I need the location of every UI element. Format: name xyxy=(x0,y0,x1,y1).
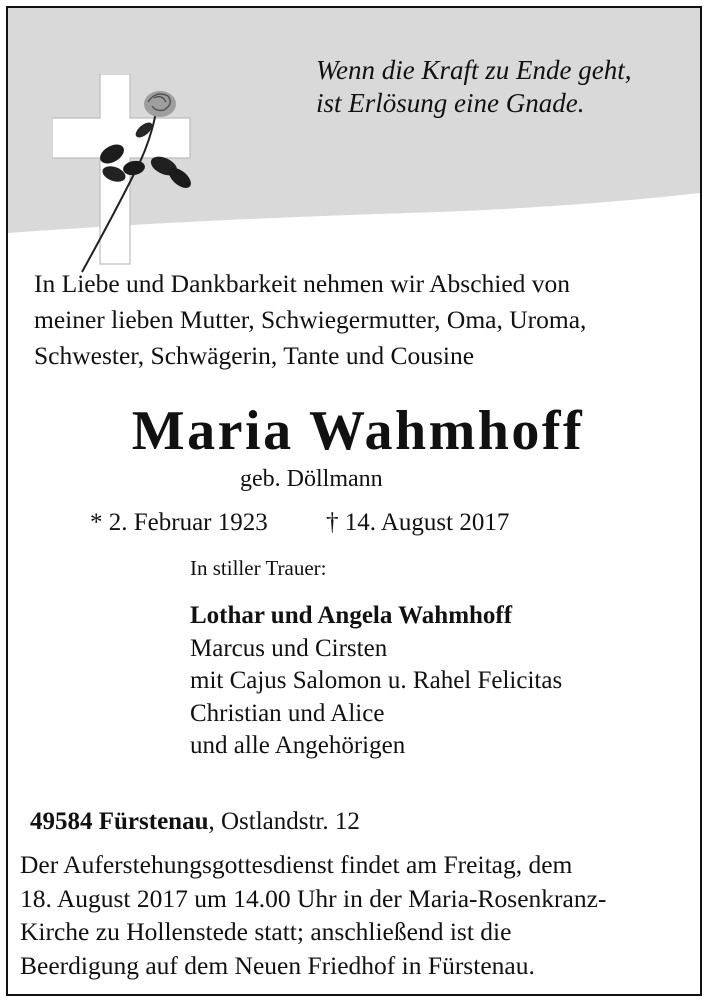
intro-text xyxy=(34,266,684,374)
cross-with-rose-icon xyxy=(52,74,212,274)
mourner-line: Christian und Alice xyxy=(190,699,385,727)
birth-date: * 2. Februar 1923 xyxy=(90,509,268,536)
mourner-line: mit Cajus Salomon u. Rahel Felicitas xyxy=(190,667,563,694)
address-street: , Ostlandstr. 12 xyxy=(208,808,360,835)
obituary-card xyxy=(6,6,702,996)
family-address xyxy=(30,805,360,839)
epigraph-quote xyxy=(316,54,696,120)
address-city: 49584 Fürstenau xyxy=(30,808,209,835)
mourner-line: Lothar und Angela Wahmhoff xyxy=(190,602,513,629)
funeral-service-info xyxy=(20,848,696,982)
intro-line-2: meiner lieben Mutter, Schwiegermutter, Oma, Uroma, xyxy=(34,305,587,334)
mourning-heading: In stiller Trauer: xyxy=(190,556,327,580)
service-line-3: Kirche zu Hollenstede statt; anschließend ist die xyxy=(20,917,512,946)
death-date: † 14. August 2017 xyxy=(326,509,510,536)
intro-line-3: Schwester, Schwägerin, Tante und Cousine xyxy=(34,341,475,370)
quote-line-1: Wenn die Kraft zu Ende geht, xyxy=(316,55,632,85)
quote-line-2: ist Erlösung eine Gnade. xyxy=(316,88,585,118)
mourners-list xyxy=(190,600,690,763)
service-line-4: Beerdigung auf dem Neuen Friedhof in Fürstenau. xyxy=(20,950,535,980)
deceased-name: Maria Wahmhoff xyxy=(131,400,585,462)
service-line-1: Der Auferstehungsgottesdienst findet am Freitag, dem xyxy=(20,850,573,879)
mourner-line: und alle Angehörigen xyxy=(190,732,406,759)
maiden-name: geb. Döllmann xyxy=(240,466,383,492)
intro-line-1: In Liebe und Dankbarkeit nehmen wir Abschied von xyxy=(34,269,571,298)
service-line-2: 18. August 2017 um 14.00 Uhr in der Maria-Rosenkranz- xyxy=(20,883,607,913)
mourner-line: Marcus und Cirsten xyxy=(190,634,388,662)
